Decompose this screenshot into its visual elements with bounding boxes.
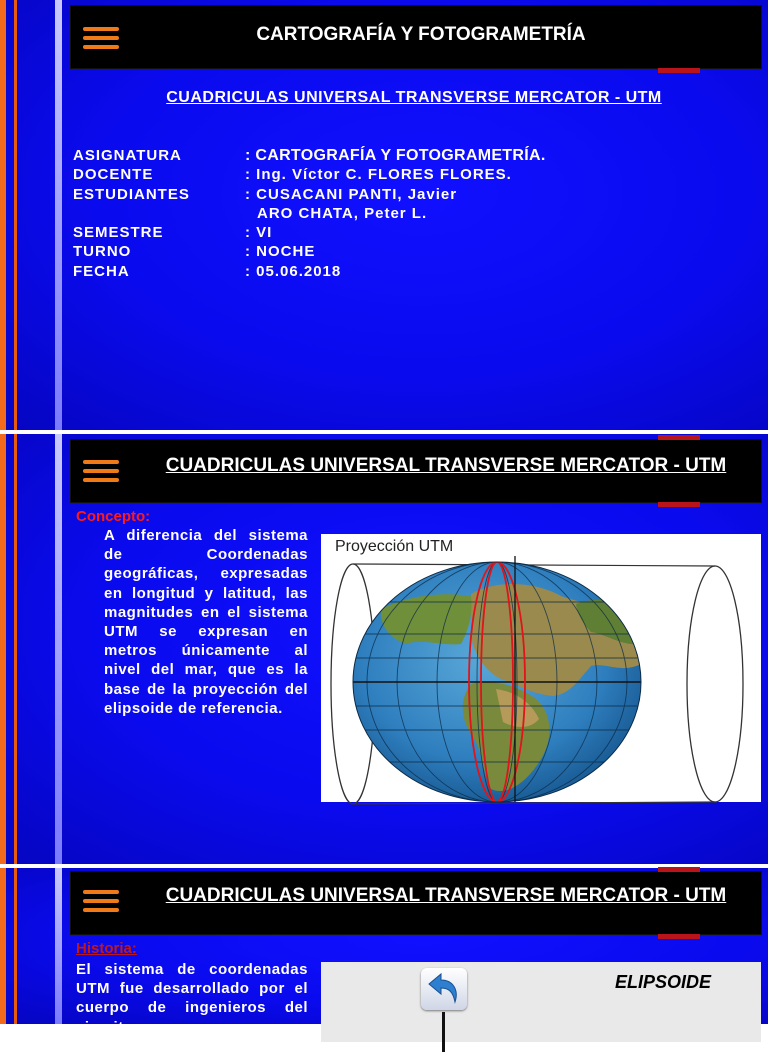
title-bar	[71, 872, 761, 934]
title-slide	[0, 0, 768, 430]
info-value: : Ing. Víctor C. FLORES FLORES.	[245, 166, 512, 184]
axis-line	[442, 1012, 445, 1052]
figure-title: Proyección UTM	[335, 538, 454, 555]
slide-subtitle: CUADRICULAS UNIVERSAL TRANSVERSE MERCATOR - UTM	[166, 89, 662, 106]
accent-tab	[658, 867, 700, 872]
left-stripe	[0, 0, 6, 430]
left-stripe	[55, 868, 62, 1024]
info-label: ASIGNATURA	[73, 147, 182, 164]
info-label: ESTUDIANTES	[73, 185, 190, 203]
title-bar	[71, 6, 761, 68]
ellipsoid-label: ELIPSOIDE	[615, 972, 712, 992]
accent-tab	[658, 68, 700, 73]
concept-paragraph: A diferencia del sistema de Coordenadas geográficas, expresadas en longitud y latitud, las magnitudes en el sistema UTM se expresan en metros únicamente al nivel del mar, que es la base de la proyección del elipsoide de referencia.	[104, 527, 308, 717]
info-value: : NOCHE	[245, 243, 316, 261]
accent-tab	[658, 502, 700, 507]
history-slide	[0, 868, 768, 1036]
slide-title: CUADRICULAS UNIVERSAL TRANSVERSE MERCATOR - UTM	[165, 885, 727, 906]
history-paragraph: El sistema de coordenadas UTM fue desarrollado por el cuerpo de ingenieros del ejercito	[76, 961, 308, 1036]
info-label: FECHA	[73, 262, 130, 280]
info-label: SEMESTRE	[73, 224, 164, 242]
title-bar	[71, 440, 761, 502]
section-label: Historia:	[76, 940, 137, 957]
left-stripe	[55, 0, 62, 430]
undo-arrow-icon[interactable]	[421, 968, 467, 1010]
slide-title: CUADRICULAS UNIVERSAL TRANSVERSE MERCATOR - UTM	[165, 455, 727, 476]
concept-slide	[0, 434, 768, 864]
info-label: DOCENTE	[73, 166, 154, 184]
left-stripe	[14, 0, 17, 430]
left-stripe	[14, 434, 17, 864]
left-stripe	[0, 868, 6, 1024]
slide-title: CARTOGRAFÍA Y FOTOGRAMETRÍA	[256, 24, 586, 45]
ellipsoid-figure	[321, 962, 761, 1042]
info-value: : VI	[245, 224, 273, 242]
info-label: TURNO	[73, 243, 132, 261]
info-value: : CARTOGRAFÍA Y FOTOGRAMETRÍA.	[245, 147, 546, 164]
left-stripe	[14, 868, 17, 1024]
left-stripe	[0, 434, 6, 864]
utm-projection-image	[321, 534, 761, 802]
section-label: Concepto:	[76, 508, 151, 525]
info-value: : 05.06.2018	[245, 262, 342, 280]
info-value: ARO CHATA, Peter L.	[257, 204, 428, 222]
accent-tab	[658, 435, 700, 440]
left-stripe	[55, 434, 62, 864]
accent-tab	[658, 934, 700, 939]
utm-projection-figure	[321, 534, 761, 802]
info-value: : CUSACANI PANTI, Javier	[245, 185, 458, 203]
